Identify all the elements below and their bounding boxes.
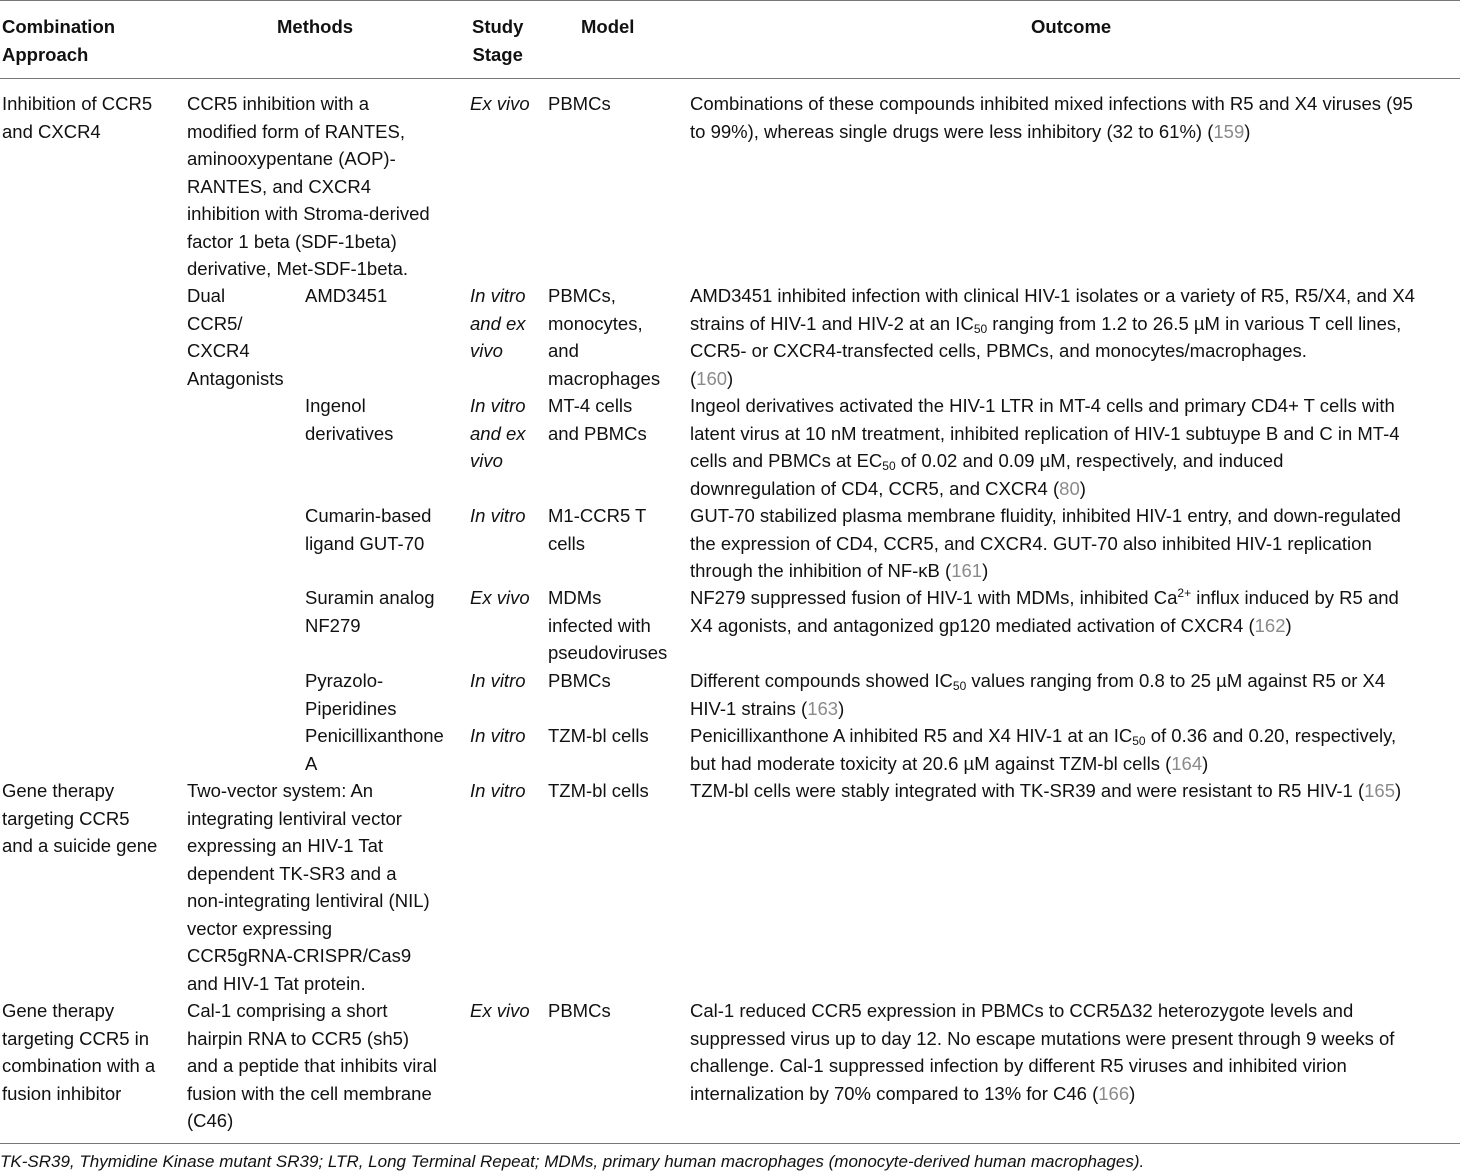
reference-link[interactable]: 80 (1059, 477, 1080, 499)
row-study-stage: In vitro (470, 725, 526, 746)
header-outcome: Outcome (1031, 16, 1112, 37)
row-outcome: Different compounds showed $IC_{50}$ values ranging from 0.8 to 25 µM against R5 or X4 HIV-1 strains (163) (690, 670, 1386, 719)
table-footnote: TK-SR39, Thymidine Kinase mutant SR39; LTR, Long Terminal Repeat; MDMs, primary human macrophages (monocyte-derived human macrophages). (0, 1152, 1145, 1171)
row-model: MDMs infected with pseudoviruses (548, 587, 668, 663)
row-method: Pyrazolo- Piperidines (305, 670, 397, 719)
row-method: CCR5 inhibition with a modified form of RANTES, aminooxypentane (AOP)- RANTES, and CXCR4 inhibition with Stroma-derived factor 1 beta (SDF-1beta) derivative, Met-SDF-1beta. (187, 93, 430, 279)
row-outcome: Cal-1 reduced CCR5 expression in PBMCs to CCR5Δ32 heterozygote levels and suppressed virus up to day 12. No escape mutations were present through 9 weeks of challenge. Cal-1 suppressed infection by different R5 viruses and inhibited virion internalization by 70% compared to 13% for C46 (166) (690, 1000, 1395, 1104)
header-study-stage: Study Stage (472, 16, 524, 65)
row-approach: Gene therapy targeting CCR5 in combination with a fusion inhibitor (2, 1000, 156, 1104)
row-method: Cal-1 comprising a short hairpin RNA to CCR5 (sh5) and a peptide that inhibits viral fusion with the cell membrane (C46) (187, 1000, 437, 1131)
header-combination-approach: Combination Approach (2, 16, 116, 65)
row-model: PBMCs (548, 1000, 611, 1021)
row-method: Suramin analog NF279 (305, 587, 435, 636)
reference-link[interactable]: 166 (1098, 1082, 1130, 1104)
row-method: Two-vector system: An integrating lentiviral vector expressing an HIV-1 Tat dependent TK-SR3 and a non-integrating lentiviral (NIL) vector expressing CCR5gRNA-CRISPR/Cas9 and HIV-1 Tat protein. (187, 780, 430, 994)
header-model: Model (581, 16, 635, 37)
table-top-rule (0, 0, 1460, 1)
reference-link[interactable]: 159 (1213, 120, 1245, 142)
row-outcome: TZM-bl cells were stably integrated with TK-SR39 and were resistant to R5 HIV-1 (165) (690, 780, 1402, 801)
row-study-stage: In vitro and ex vivo (470, 395, 526, 471)
table-bottom-rule (0, 1143, 1460, 1144)
row-approach: Gene therapy targeting CCR5 and a suicide gene (2, 780, 158, 856)
row-study-stage: In vitro and ex vivo (470, 285, 526, 361)
row-study-stage: Ex vivo (470, 587, 530, 608)
row-model: MT-4 cells and PBMCs (548, 395, 647, 444)
header-bottom-rule (0, 78, 1460, 79)
row-model: M1-CCR5 T cells (548, 505, 647, 554)
row-method: Penicillixanthone A (305, 725, 444, 774)
reference-link[interactable]: 164 (1171, 752, 1203, 774)
row-outcome: GUT-70 stabilized plasma membrane fluidity, inhibited HIV-1 entry, and down-regulated the expression of CD4, CCR5, and CXCR4. GUT-70 also inhibited HIV-1 replication through the inhibition of NF-κB (161) (690, 505, 1401, 581)
row-study-stage: In vitro (470, 780, 526, 801)
row-outcome: AMD3451 inhibited infection with clinical HIV-1 isolates or a variety of R5, R5/X4, and X4 strains of HIV-1 and HIV-2 at an $IC_{50}$ ranging from 1.2 to 26.5 µM in various T cell lines, CCR5- or CXCR4-transfected cells, PBMCs, and monocytes/macrophages. (160) (690, 285, 1415, 389)
row-method-group: Dual CCR5/ CXCR4 Antagonists (187, 285, 284, 389)
row-model: TZM-bl cells (548, 780, 649, 801)
row-method: Cumarin-based ligand GUT-70 (305, 505, 432, 554)
reference-link[interactable]: 162 (1254, 614, 1286, 636)
row-outcome: Combinations of these compounds inhibited mixed infections with R5 and X4 viruses (95 to 99%), whereas single drugs were less inhibitory (32 to 61%) (159) (690, 93, 1413, 142)
reference-link[interactable]: 165 (1364, 780, 1396, 801)
row-model: TZM-bl cells (548, 725, 649, 746)
row-model: PBMCs (548, 93, 611, 114)
row-outcome: Ingeol derivatives activated the HIV-1 LTR in MT-4 cells and primary CD4+ T cells with latent virus at 10 nM treatment, inhibited replication of HIV-1 subtuype B and C in MT-4 cells and PBMCs at $EC_{50}$ of 0.02 and 0.09 µM, respectively, and induced downregulation of CD4, CCR5, and CXCR4 (80) (690, 395, 1400, 499)
reference-link[interactable]: 160 (696, 367, 728, 389)
reference-link[interactable]: 161 (951, 560, 983, 581)
row-study-stage: In vitro (470, 505, 526, 526)
reference-link[interactable]: 163 (807, 697, 839, 719)
row-study-stage: Ex vivo (470, 1000, 530, 1021)
row-study-stage: In vitro (470, 670, 526, 691)
row-outcome: NF279 suppressed fusion of HIV-1 with MDMs, inhibited $Ca^{2+}$ influx induced by R5 and X4 agonists, and antagonized gp120 mediated activation of CXCR4 (162) (690, 586, 1399, 636)
header-methods: Methods (277, 16, 354, 37)
row-study-stage: Ex vivo (470, 93, 530, 114)
row-approach: Inhibition of CCR5 and CXCR4 (2, 93, 153, 142)
row-outcome: Penicillixanthone A inhibited R5 and X4 HIV-1 at an $IC_{50}$ of 0.36 and 0.20, respectively, but had moderate toxicity at 20.6 µM against TZM-bl cells (164) (690, 725, 1397, 774)
row-model: PBMCs, monocytes, and macrophages (548, 285, 661, 389)
row-model: PBMCs (548, 670, 611, 691)
row-method: Ingenol derivatives (305, 395, 394, 444)
row-method: AMD3451 (305, 285, 388, 306)
